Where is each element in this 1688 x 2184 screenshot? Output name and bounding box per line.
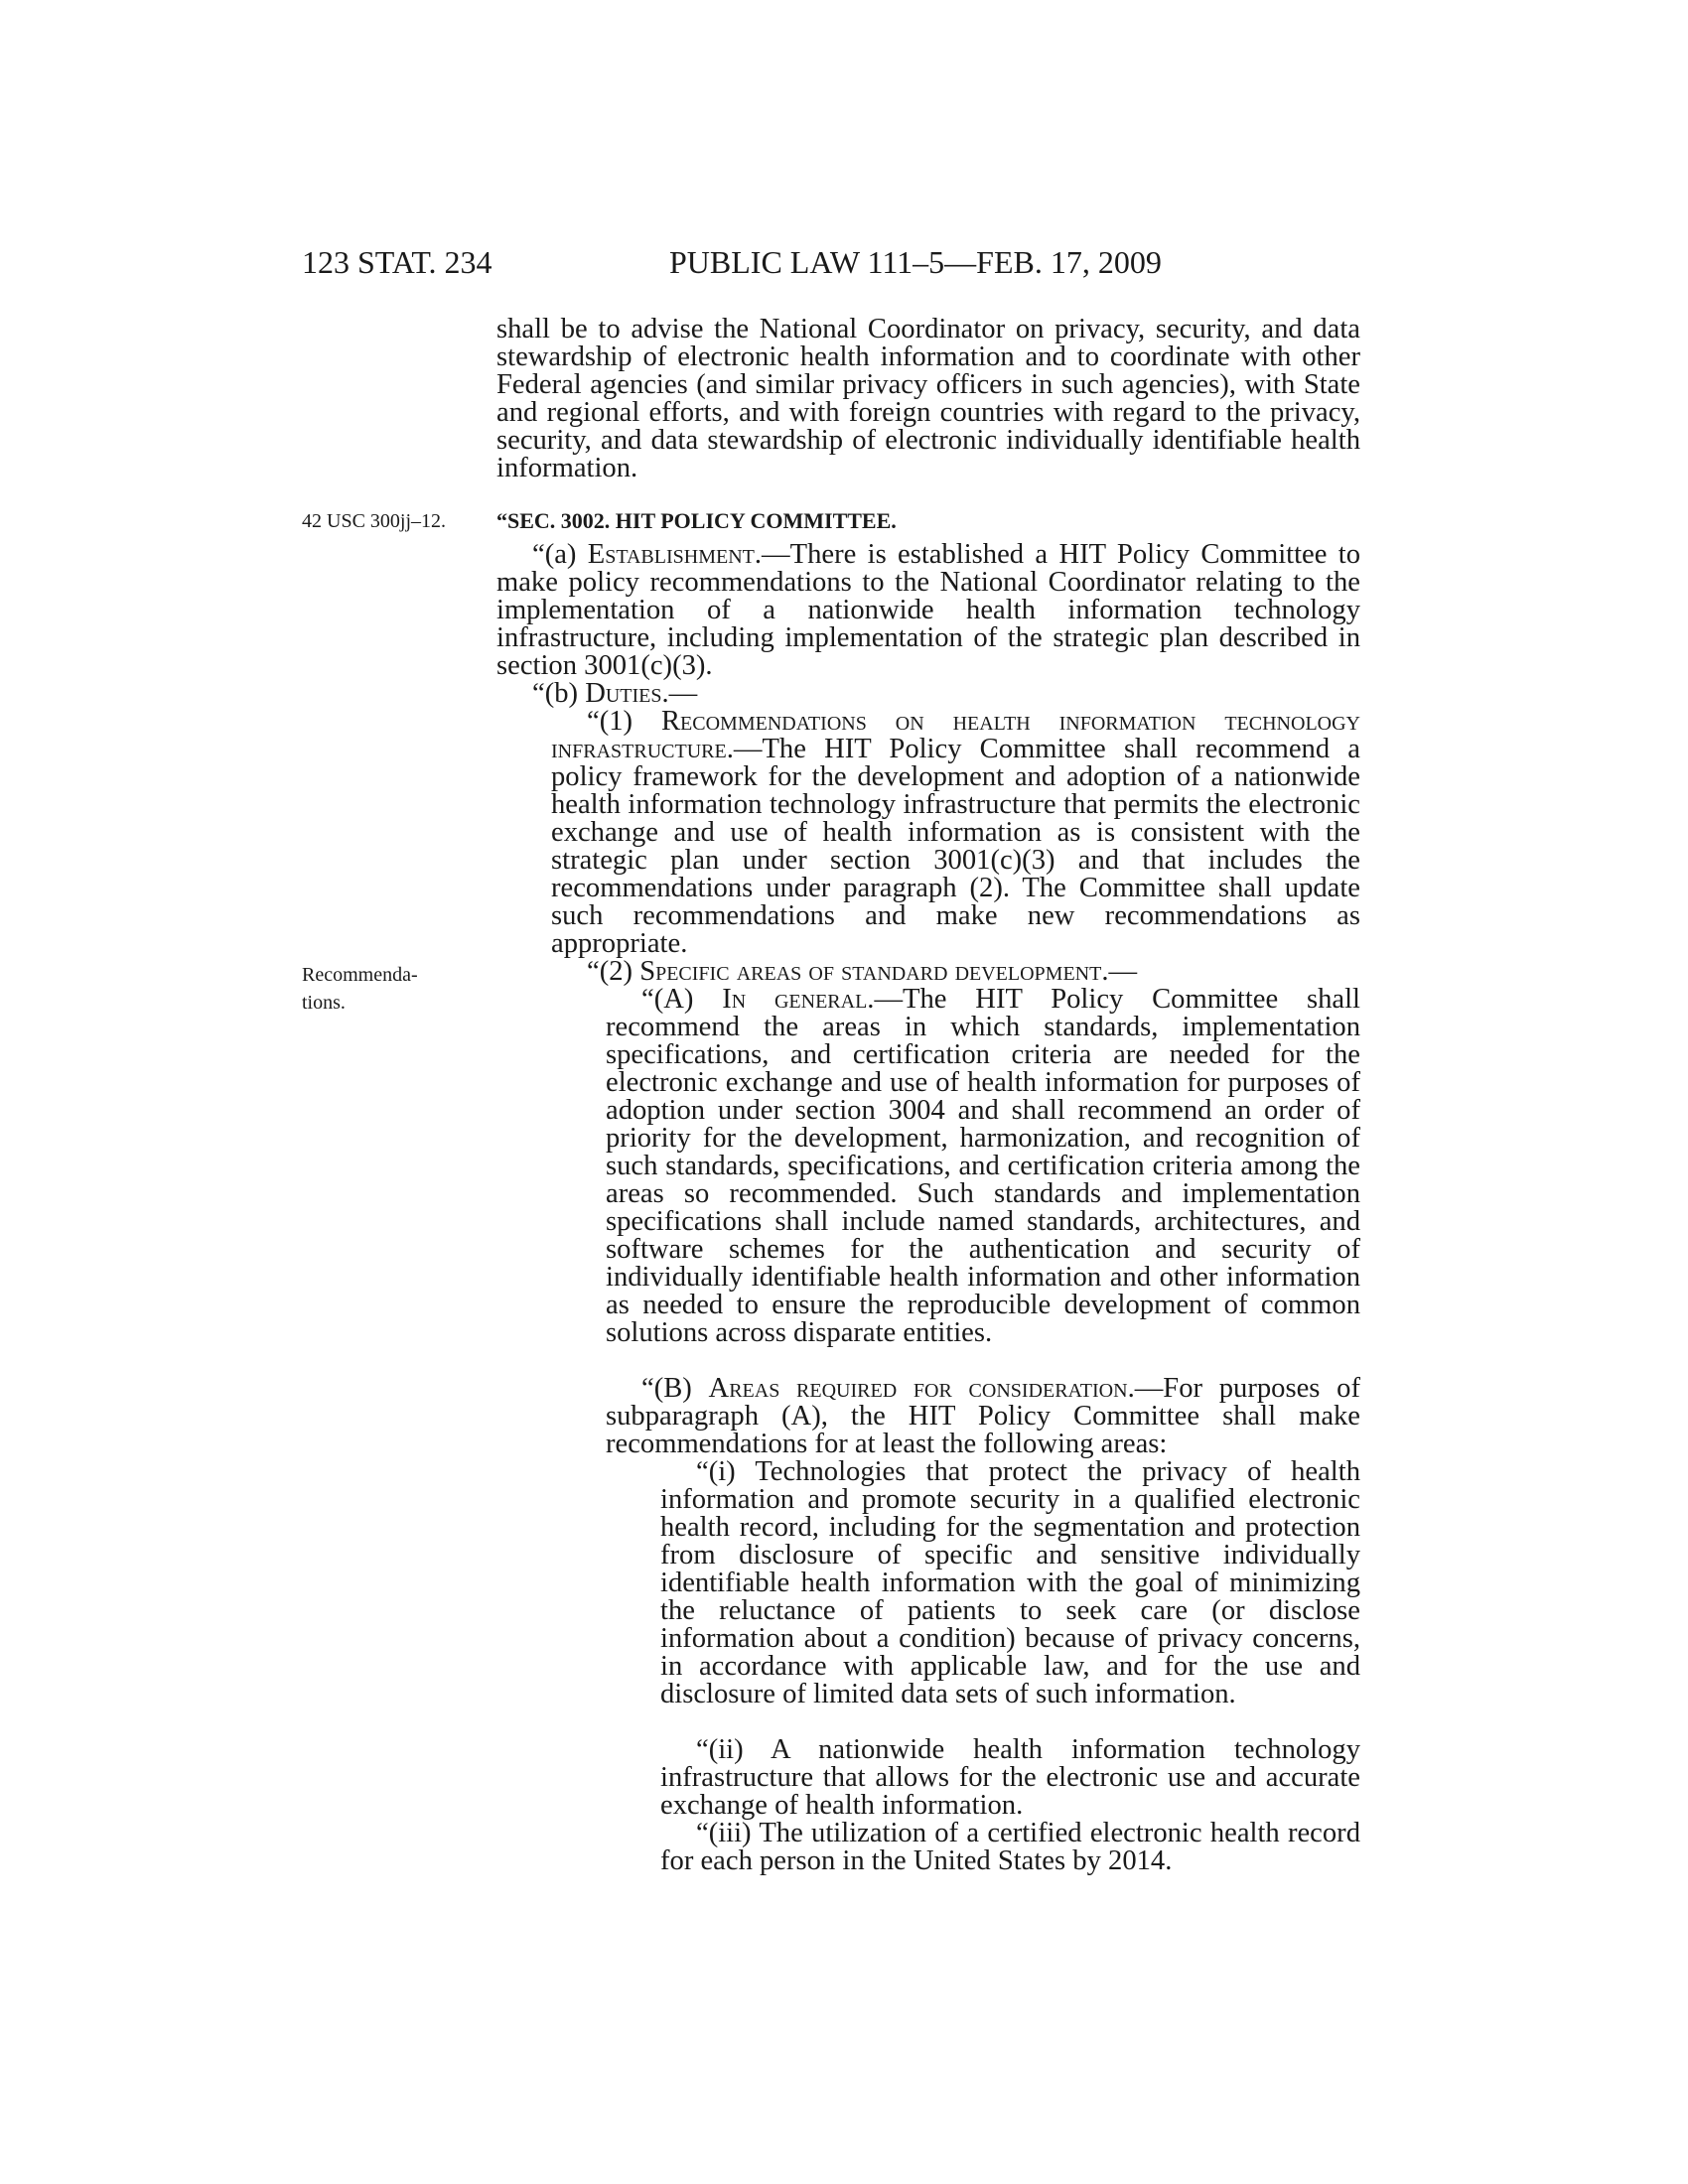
subsection-b-prefix: “(b) xyxy=(532,678,586,709)
paragraph-b2-heading: Specific areas of standard development xyxy=(639,956,1102,987)
subparagraph-B-prefix: “(B) xyxy=(641,1373,709,1404)
subparagraph-A xyxy=(606,986,1360,1347)
clause-ii: “(ii) A nationwide health information technology infrastructure that allows for the electronic use and accurate exchange of health information. xyxy=(660,1734,1360,1821)
subsection-a-prefix: “(a) xyxy=(532,539,588,570)
subsection-a-heading: Establishment xyxy=(587,539,755,570)
subsection-a-text: .—There is established a HIT Policy Committee to make policy recommendations to the National Coordinator relating to the implementation of a nationwide health information technology infrastructure, including implementation of the strategic plan described in section 3001(c)(3). xyxy=(496,539,1360,681)
subsection-b-text: .— xyxy=(661,678,698,709)
recommendations-note xyxy=(302,961,418,1017)
clause-i: “(i) Technologies that protect the privacy of health information and promote security in a qualified electronic health record, including for the segmentation and protection from disclosure of specific and sensitive individually identifiable health information with the goal of minimizing the reluctance of patients to seek care (or disclose information about a condition) because of privacy concerns, in accordance with applicable law, and for the use and disclosure of limited data sets of such information. xyxy=(660,1456,1360,1709)
paragraph-b2-text: .— xyxy=(1101,956,1138,987)
paragraph-b1-text: .—The HIT Policy Committee shall recommend a policy framework for the development and adoption of a nationwide health information technology infrastructure that permits the electronic exchange and use of health information as is consistent with the strategic plan under section 3001(c)(3) and that includes the recommendations under paragraph (2). The Committee shall update such recommendations and make new recommendations as appropriate. xyxy=(551,734,1360,959)
paragraph-b2-prefix: “(2) xyxy=(587,956,640,987)
subparagraph-A-heading: In general xyxy=(722,984,868,1015)
continuation-paragraph: shall be to advise the National Coordinator on privacy, security, and data stewardship of electronic health information and to coordinate with other Federal agencies (and similar privacy officers in such agencies), with State and regional efforts, and with foreign countries with regard to the privacy, security, and data stewardship of electronic individually identifiable health information. xyxy=(496,314,1360,483)
subparagraph-B-text: .—For purposes of subparagraph (A), the HIT Policy Committee shall make recommendations for at least the following areas: xyxy=(606,1373,1360,1459)
paragraph-b1-prefix: “(1) xyxy=(587,706,661,737)
paragraph-b1-heading: Recommendations on health information technology infrastructure xyxy=(551,706,1360,764)
subparagraph-A-prefix: “(A) xyxy=(641,984,723,1015)
recommendations-note-line2: tions. xyxy=(302,992,346,1014)
subparagraph-A-text: .—The HIT Policy Committee shall recommend the areas in which standards, implementation specifications, and certification criteria are needed for the electronic exchange and use of health information for purposes of adoption under section 3004 and shall recommend an order of priority for the development, harmonization, and recognition of such standards, specifications, and certification criteria among the areas so recommended. Such standards and implementation specifications shall include named standards, architectures, and software schemes for the authentication and security of individually identifiable health information and other information as needed to ensure the reproducible development of common solutions across disparate entities. xyxy=(606,984,1360,1348)
subsection-b-heading: Duties xyxy=(585,678,662,709)
section-heading: “SEC. 3002. HIT POLICY COMMITTEE. xyxy=(496,508,897,533)
recommendations-note-line1: Recommenda- xyxy=(302,964,418,986)
running-header-title: PUBLIC LAW 111–5—FEB. 17, 2009 xyxy=(669,244,1162,280)
statute-page-number: 123 STAT. 234 xyxy=(302,244,492,280)
subsection-b xyxy=(532,680,1360,708)
clause-iii: “(iii) The utilization of a certified electronic health record for each person in the United States by 2014. xyxy=(660,1818,1360,1876)
usc-citation-note: 42 USC 300jj–12. xyxy=(302,510,447,532)
subparagraph-B xyxy=(606,1375,1360,1458)
paragraph-b1 xyxy=(551,708,1360,958)
subparagraph-B-heading: Areas required for consideration xyxy=(708,1373,1128,1404)
paragraph-b2 xyxy=(587,958,1360,986)
subsection-a xyxy=(496,541,1360,680)
